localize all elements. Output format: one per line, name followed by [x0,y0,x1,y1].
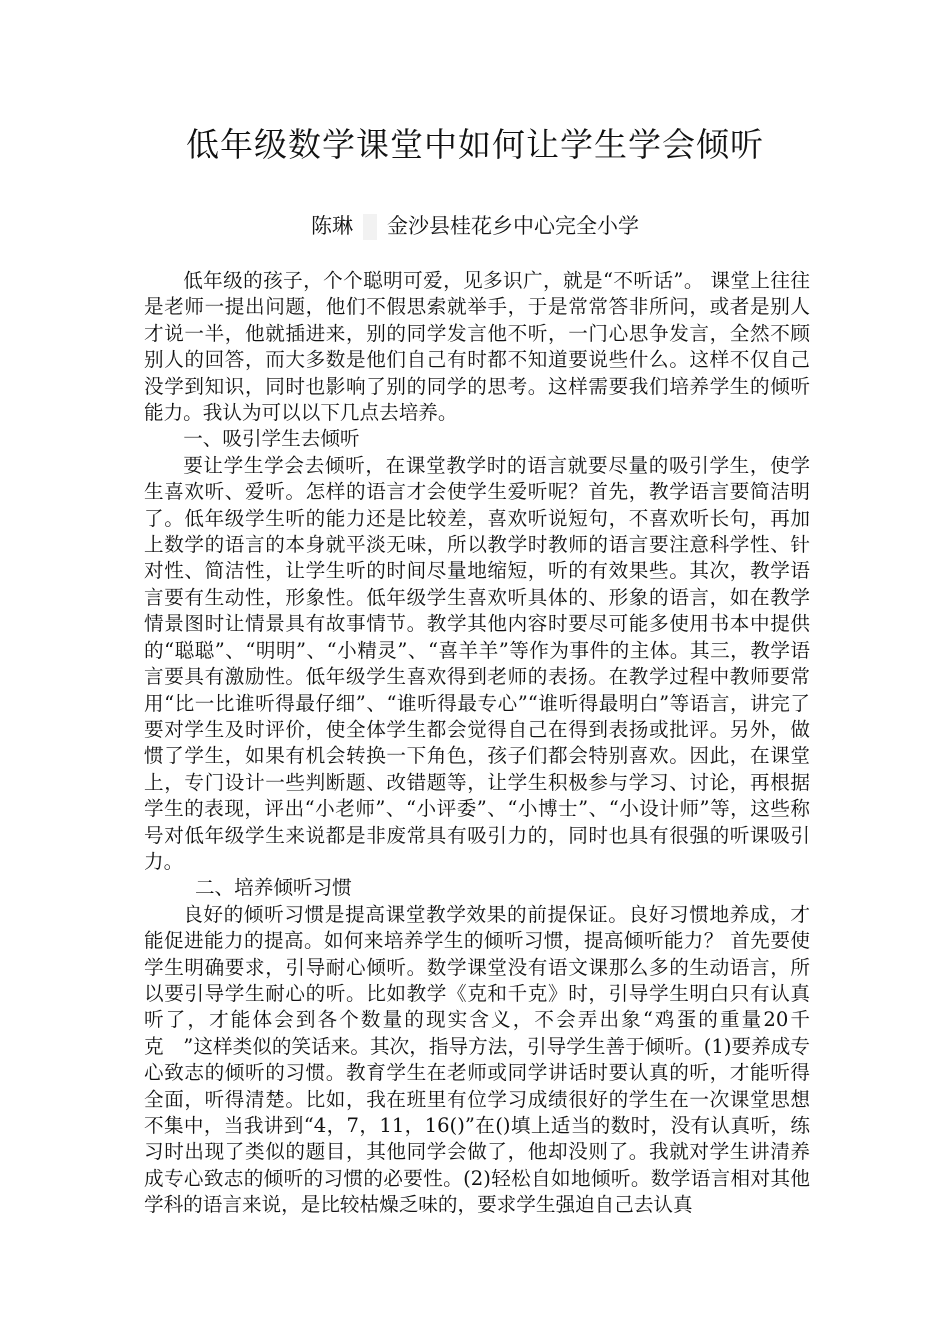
byline-separator [363,214,377,240]
intro-paragraph: 低年级的孩子，个个聪明可爱，见多识广，就是“不听话”。 课堂上往往是老师一提出问题，他们不假思索就举手，于是常常答非所问，或者是别人才说一半，他就插进来，别的同学发言他不听，一门心思争发言，全然不顾别人的回答，而大多数是他们自己有时都不知道要说些什么。这样不仅自己没学到知识，同时也影响了别的同学的思考。这样需要我们培养学生的倾听能力。我认为可以以下几点去培养。 [144,269,810,425]
section-2-paragraph: 良好的倾听习惯是提高课堂教学效果的前提保证。良好习惯地养成，才能促进能力的提高。如何来培养学生的倾听习惯，提高倾听能力？ 首先要使学生明确要求，引导耐心倾听。数学课堂没有语文课那么多的生动语言，所以要引导学生耐心的听。比如教学《克和千克》时，引导学生明白只有认真听了，才能体会到各个数量的现实含义，不会弄出象“鸡蛋的重量20千克 ”这样类似的笑话来。其次，指导方法，引导学生善于倾听。(1)要养成专心致志的倾听的习惯。教育学生在老师或同学讲话时要认真的听，才能听得全面，听得清楚。比如，我在班里有位学习成绩很好的学生在一次课堂思想不集中，当我讲到“4，7，11，16()”在()填上适当的数时，没有认真听，练习时出现了类似的题目，其他同学会做了，他却没则了。我就对学生讲清养成专心致志的倾听的习惯的必要性。(2)轻松自如地倾听。数学语言相对其他学科的语言来说，是比较枯燥乏味的，要求学生强迫自己去认真 [144,902,810,1217]
section-heading-1: 一、吸引学生去倾听 [183,427,360,451]
school-name: 金沙县桂花乡中心完全小学 [387,214,639,238]
section-heading-2: 二、培养倾听习惯 [194,876,352,900]
document-body [144,268,810,1219]
author-name: 陈琳 [311,214,353,238]
document-title: 低年级数学课堂中如何让学生学会倾听 [186,125,764,164]
byline [0,211,950,241]
section-1-paragraph: 要让学生学会去倾听，在课堂教学时的语言就要尽量的吸引学生，使学生喜欢听、爱听。怎样的语言才会使学生爱听呢？首先，教学语言要简洁明了。低年级学生听的能力还是比较差，喜欢听说短句，不喜欢听长句，再加上数学的语言的本身就平淡无味，所以教学时教师的语言要注意科学性、针对性、简洁性，让学生听的时间尽量地缩短，听的有效果些。其次，教学语言要有生动性，形象性。低年级学生喜欢听具体的、形象的语言，如在教学情景图时让情景具有故事情节。教学其他内容时要尽可能多使用书本中提供的“聪聪”、“明明”、“小精灵”、“喜羊羊”等作为事件的主体。其三，教学语言要具有激励性。低年级学生喜欢得到老师的表扬。在教学过程中教师要常用“比一比谁听得最仔细”、“谁听得最专心”“谁听得最明白”等语言，讲完了要对学生及时评价，使全体学生都会觉得自己在得到表扬或批评。另外，做惯了学生，如果有机会转换一下角色，孩子们都会特别喜欢。因此，在课堂上，专门设计一些判断题、改错题等，让学生积极参与学习、讨论，再根据学生的表现，评出“小老师”、“小评委”、“小博士”、“小设计师”等，这些称号对低年级学生来说都是非废常具有吸引力的，同时也具有很强的听课吸引力。 [144,453,810,873]
